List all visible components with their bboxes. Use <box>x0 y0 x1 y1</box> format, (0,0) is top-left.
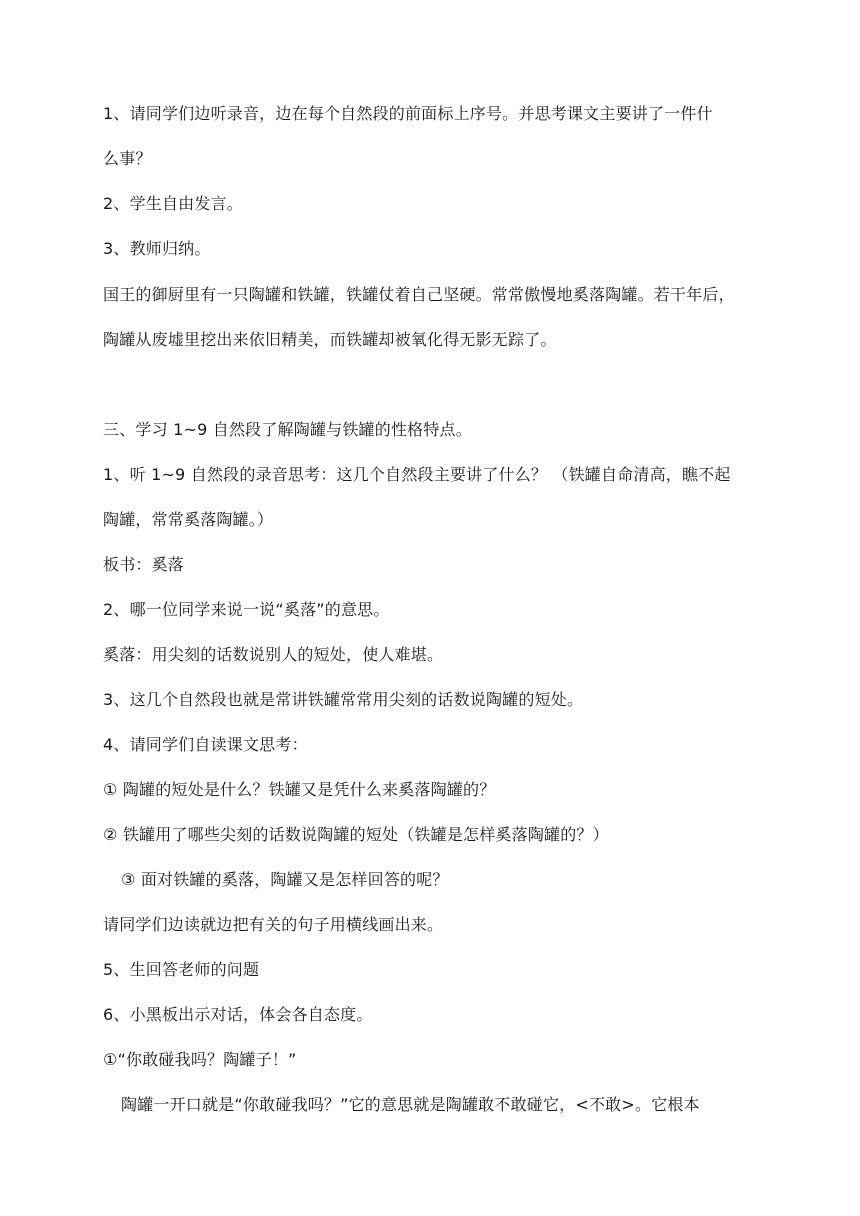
paragraph-line: 陶罐一开口就是“你敢碰我吗？”它的意思就是陶罐敢不敢碰它，<不敢>。它根本 <box>121 1095 700 1114</box>
paragraph-line: 么事？ <box>103 149 152 168</box>
list-item: ①“你敢碰我吗？陶罐子！” <box>103 1050 297 1069</box>
paragraph-line: 3、教师归纳。 <box>103 239 211 258</box>
paragraph-line: 请同学们边读就边把有关的句子用横线画出来。 <box>103 915 444 934</box>
section-heading: 三、学习 1~9 自然段了解陶罐与铁罐的性格特点。 <box>103 420 472 439</box>
paragraph-line: 陶罐，常常奚落陶罐。） <box>103 510 274 529</box>
paragraph-line: 5、生回答老师的问题 <box>103 960 260 979</box>
paragraph-line: 1、听 1~9 自然段的录音思考：这几个自然段主要讲了什么？ （铁罐自命清高，瞧不起 <box>103 465 731 484</box>
list-item: ① 陶罐的短处是什么？铁罐又是凭什么来奚落陶罐的？ <box>103 780 496 799</box>
paragraph-line: 奚落：用尖刻的话数说别人的短处，使人难堪。 <box>103 645 444 664</box>
paragraph-line: 2、哪一位同学来说一说“奚落”的意思。 <box>103 600 390 619</box>
paragraph-line: 4、请同学们自读课文思考： <box>103 735 308 754</box>
paragraph-line: 6、小黑板出示对话，体会各自态度。 <box>103 1005 373 1024</box>
list-item: ③ 面对铁罐的奚落，陶罐又是怎样回答的呢？ <box>121 870 449 889</box>
paragraph-line: 陶罐从废墟里挖出来依旧精美，而铁罐却被氧化得无影无踪了。 <box>103 330 557 349</box>
paragraph-line: 2、学生自由发言。 <box>103 194 243 213</box>
list-item: ② 铁罐用了哪些尖刻的话数说陶罐的短处（铁罐是怎样奚落陶罐的？） <box>103 825 609 844</box>
paragraph-line: 板书：奚落 <box>103 555 185 574</box>
paragraph-line: 国王的御厨里有一只陶罐和铁罐，铁罐仗着自己坚硬。常常傲慢地奚落陶罐。若干年后， <box>103 285 735 304</box>
paragraph-line: 3、这几个自然段也就是常讲铁罐常常用尖刻的话数说陶罐的短处。 <box>103 690 584 709</box>
paragraph-line: 1、请同学们边听录音，边在每个自然段的前面标上序号。并思考课文主要讲了一件什 <box>103 104 713 123</box>
